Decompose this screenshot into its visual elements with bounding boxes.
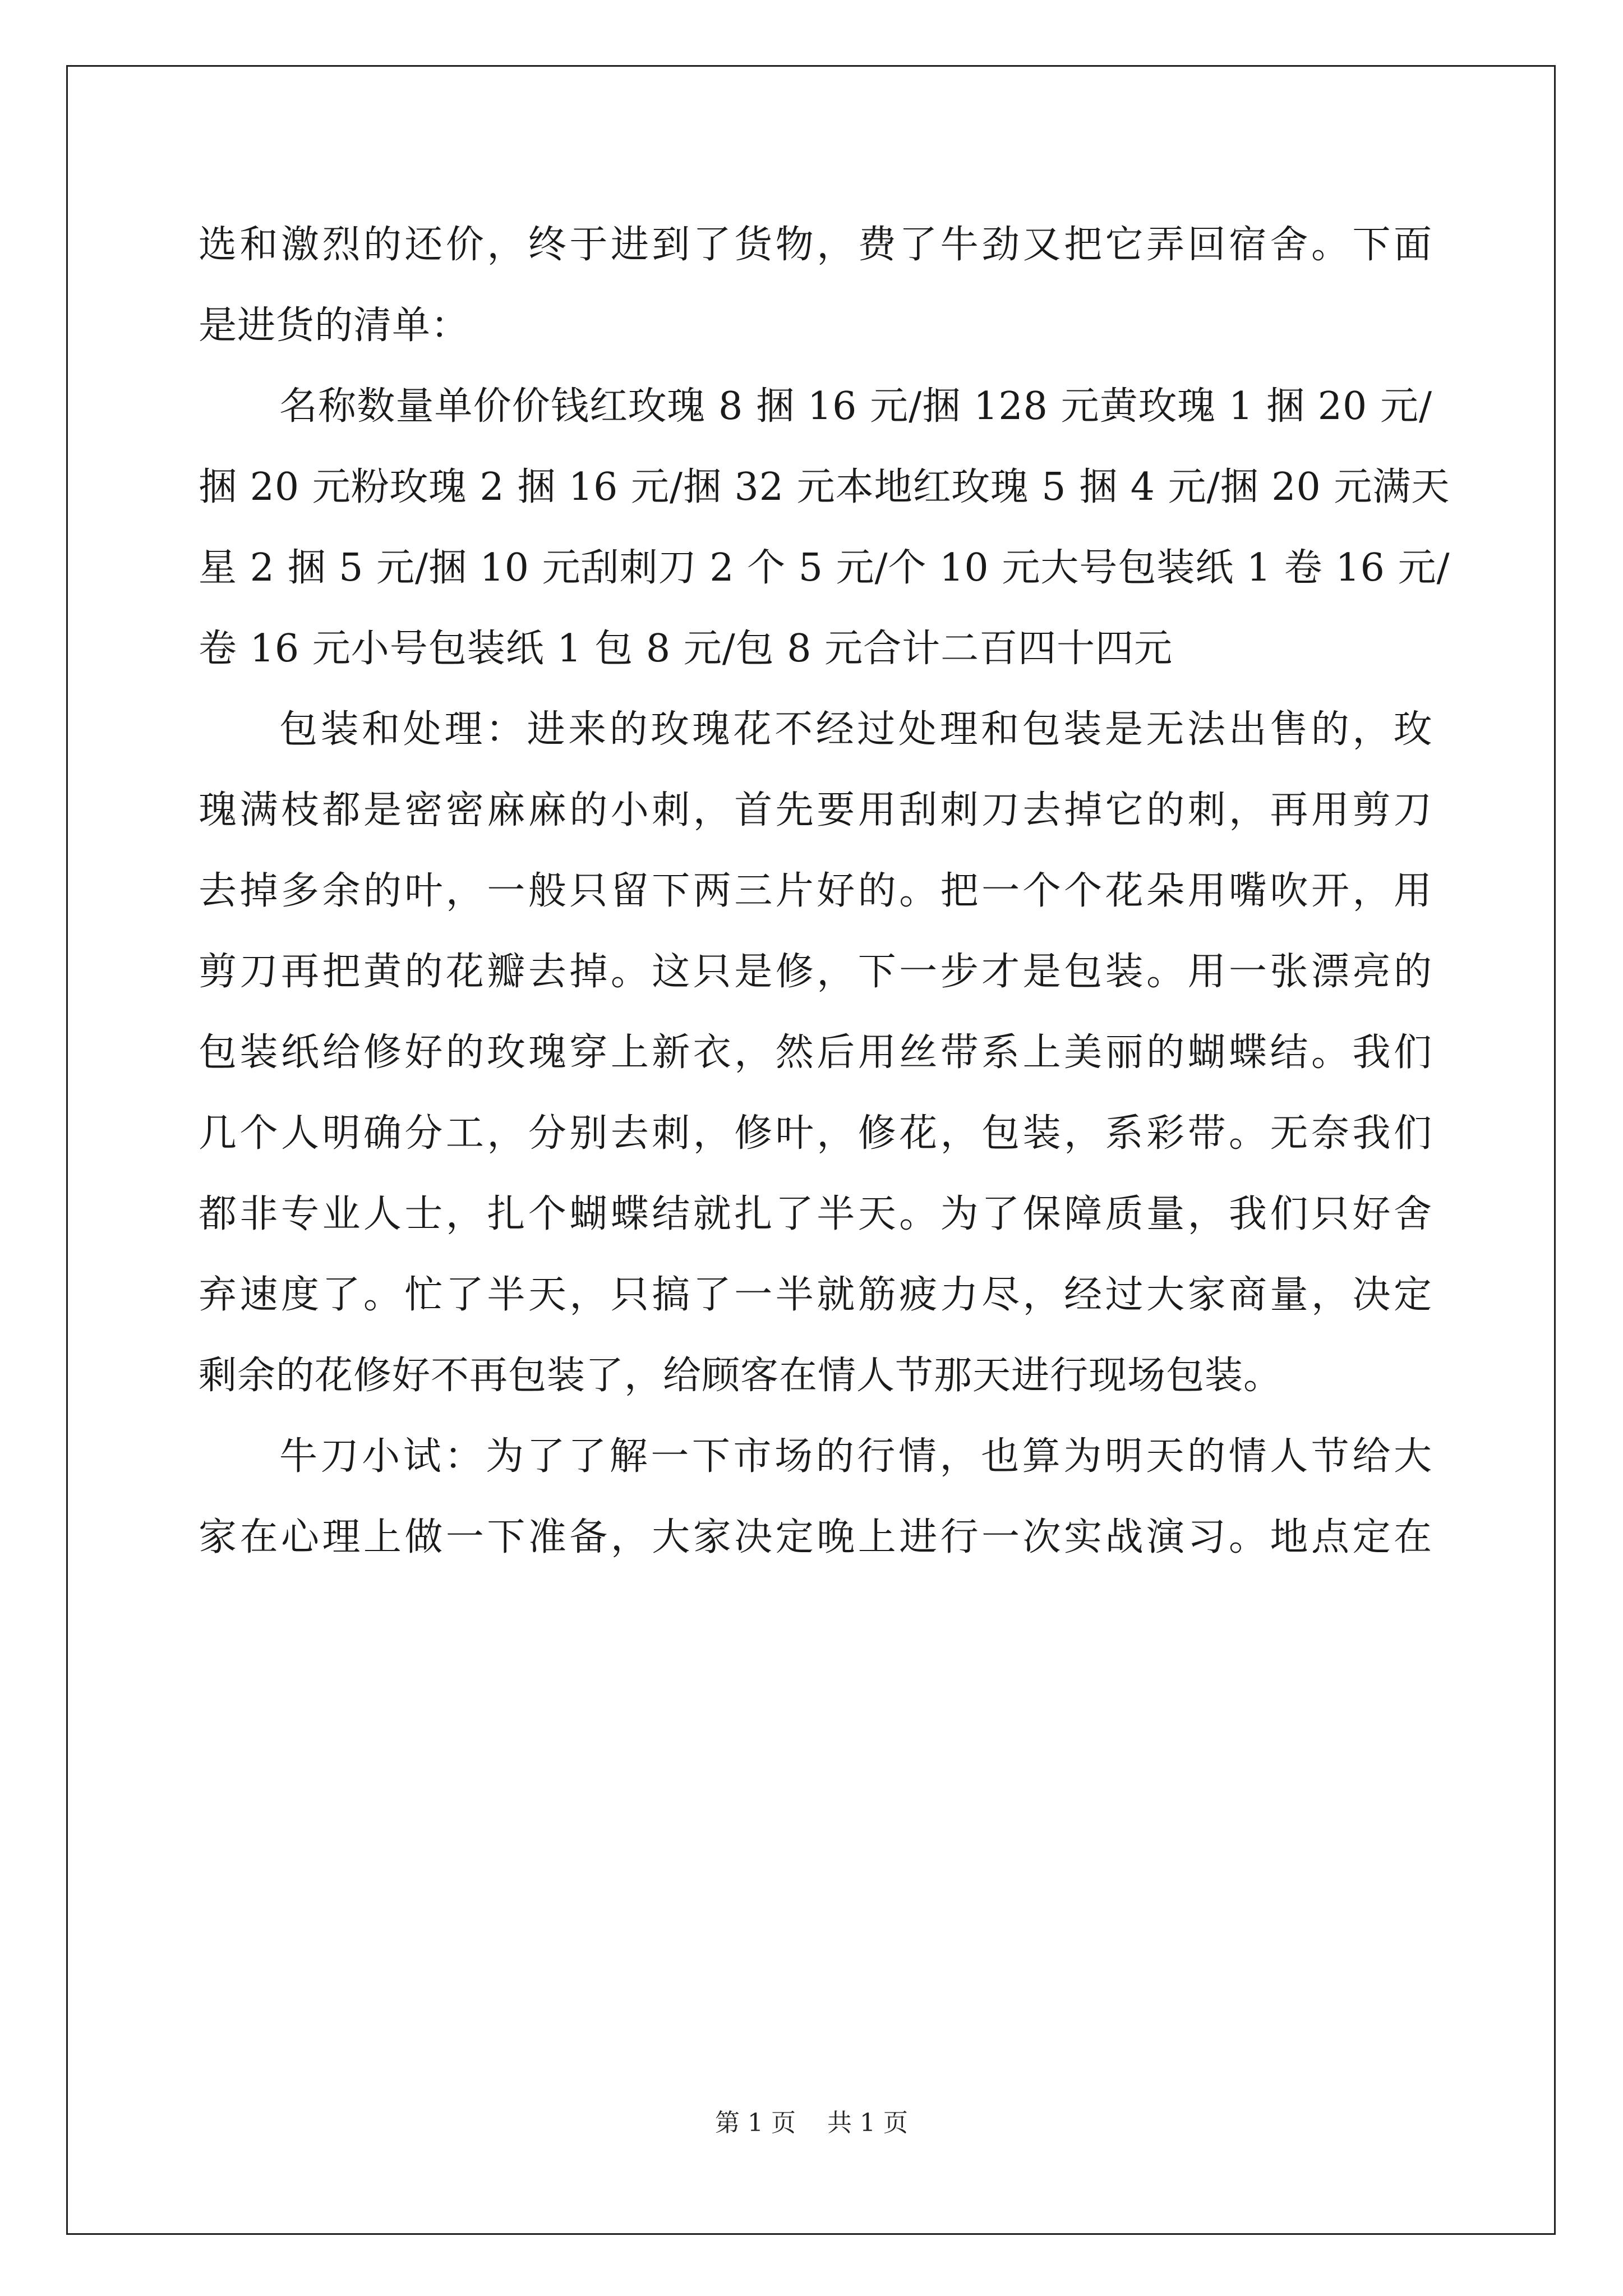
text-line: 包装纸给修好的玫瑰穿上新衣，然后用丝带系上美丽的蝴蝶结。我们 bbox=[199, 1030, 1432, 1075]
text-line: 弃速度了。忙了半天，只搞了一半就筋疲力尽，经过大家商量，决定 bbox=[199, 1273, 1432, 1317]
paragraph-trial-run bbox=[199, 1416, 1432, 1578]
page-total: 共 1 页 bbox=[827, 2109, 908, 2137]
text-line: 是进货的清单： bbox=[199, 303, 470, 348]
text-line: 剪刀再把黄的花瓣去掉。这只是修，下一步才是包装。用一张漂亮的 bbox=[199, 950, 1432, 994]
text-line: 选和激烈的还价，终于进到了货物，费了牛劲又把它弄回宿舍。下面 bbox=[199, 223, 1432, 267]
text-line: 卷 16 元小号包装纸 1 包 8 元/包 8 元合计二百四十四元 bbox=[199, 627, 1173, 671]
text-line: 包装和处理：进来的玫瑰花不经过处理和包装是无法出售的，玫 bbox=[279, 707, 1432, 752]
page-number: 第 1 页 bbox=[715, 2109, 796, 2137]
page-footer bbox=[0, 2106, 1623, 2140]
text-line: 瑰满枝都是密密麻麻的小刺，首先要用刮刺刀去掉它的刺，再用剪刀 bbox=[199, 788, 1432, 832]
text-line: 家在心理上做一下准备，大家决定晚上进行一次实战演习。地点定在 bbox=[199, 1515, 1432, 1559]
text-line: 都非专业人士，扎个蝴蝶结就扎了半天。为了保障质量，我们只好舍 bbox=[199, 1192, 1432, 1236]
document-body bbox=[199, 205, 1450, 1578]
text-line: 捆 20 元粉玫瑰 2 捆 16 元/捆 32 元本地红玫瑰 5 捆 4 元/捆 20 元满天 bbox=[199, 465, 1450, 509]
text-line: 几个人明确分工，分别去刺，修叶，修花，包装，系彩带。无奈我们 bbox=[199, 1111, 1432, 1156]
paragraph-packaging bbox=[199, 689, 1432, 1416]
text-line: 去掉多余的叶，一般只留下两三片好的。把一个个花朵用嘴吹开，用 bbox=[199, 869, 1432, 913]
text-line: 名称数量单价价钱红玫瑰 8 捆 16 元/捆 128 元黄玫瑰 1 捆 20 元/ bbox=[279, 384, 1432, 429]
paragraph-purchase-intro bbox=[199, 205, 1432, 366]
paragraph-purchase-list bbox=[199, 366, 1450, 689]
text-line: 剩余的花修好不再包装了，给顾客在情人节那天进行现场包装。 bbox=[199, 1354, 1283, 1398]
text-line: 牛刀小试：为了了解一下市场的行情，也算为明天的情人节给大 bbox=[279, 1434, 1432, 1479]
text-line: 星 2 捆 5 元/捆 10 元刮刺刀 2 个 5 元/个 10 元大号包装纸 1 卷 16 元/ bbox=[199, 546, 1450, 590]
